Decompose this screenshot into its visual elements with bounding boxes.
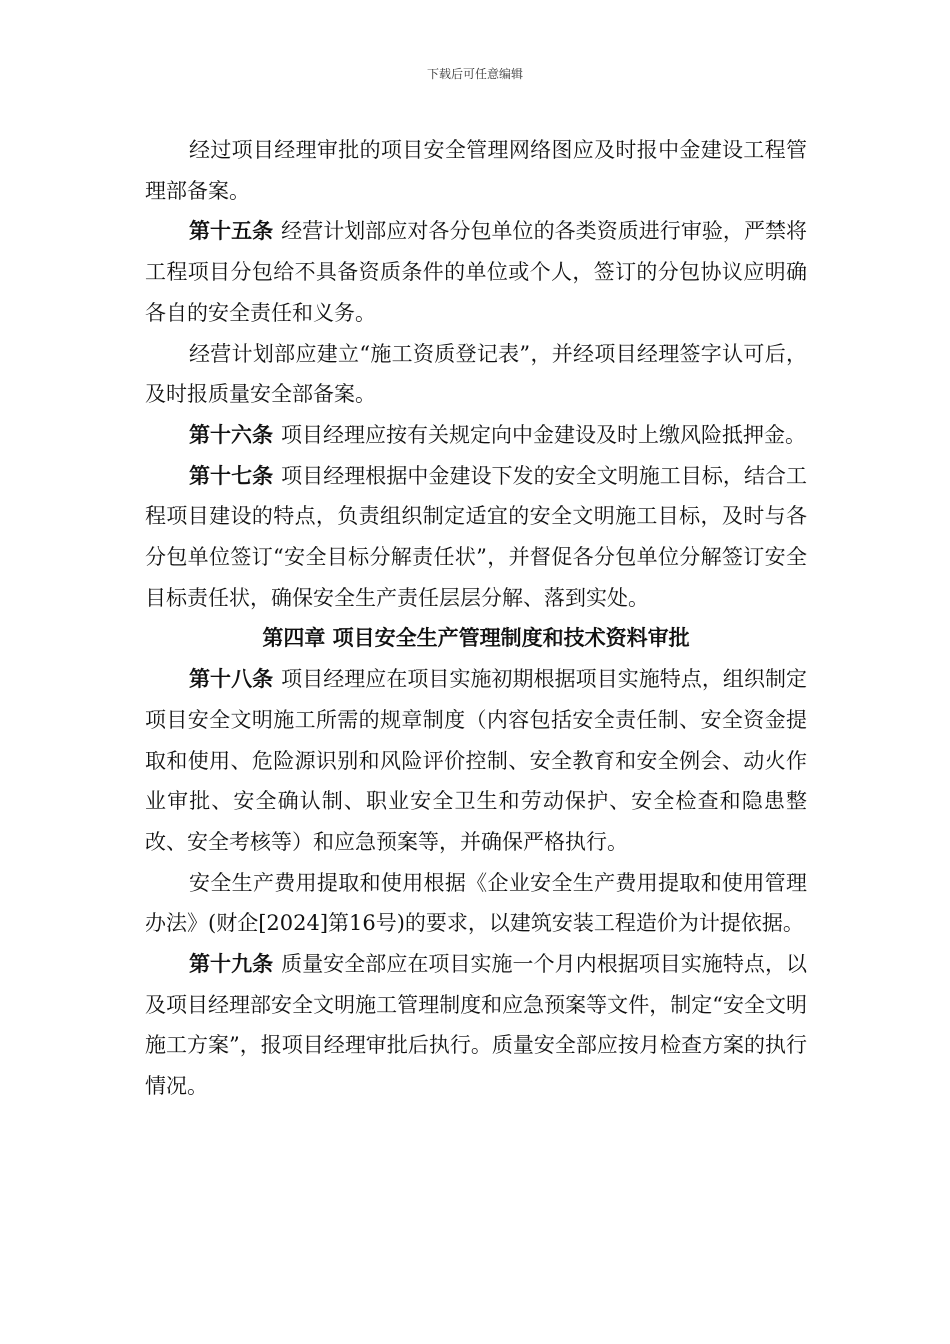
chapter-heading: 第四章 项目安全生产管理制度和技术资料审批: [262, 625, 690, 651]
article-15-text: 经营计划部应对各分包单位的各类资质进行审验，严禁将工程项目分包给不具备资质条件的单位或个人，签订的分包协议应明确各自的安全责任和义务。: [145, 219, 808, 325]
paragraph-network-diagram: 经过项目经理审批的项目安全管理网络图应及时报中金建设工程管理部备案。: [145, 138, 807, 203]
article-18: [145, 659, 807, 863]
article-18-label: 第十八条: [189, 666, 274, 692]
paragraph-qualification-register: 经营计划部应建立“施工资质登记表”，并经项目经理签字认可后，及时报质量安全部备案。: [145, 341, 807, 407]
article-16-label: 第十六条: [189, 421, 273, 447]
article-19-label: 第十九条: [189, 951, 274, 977]
article-18-text: 项目经理应在项目实施初期根据项目实施特点，组织制定项目安全文明施工所需的规章制度（内容包括安全责任制、安全资金提取和使用、危险源识别和风险评价控制、安全教育和安全例会、动火作业审批、安全确认制、职业安全卫生和劳动保护、安全检查和隐患整改、安全考核等）和应急预案等，并确保严格执行。: [145, 667, 808, 854]
article-16: [145, 415, 807, 456]
article-15: [145, 211, 807, 333]
article-16-text: 项目经理应按有关规定向中金建设及时上缴风险抵押金。: [281, 422, 806, 447]
article-19: [145, 944, 807, 1107]
article-17-text: 项目经理根据中金建设下发的安全文明施工目标，结合工程项目建设的特点，负责组织制定适宜的安全文明施工目标，及时与各分包单位签订“安全目标分解责任状”，并督促各分包单位分解签订安全目标责任状，确保安全生产责任层层分解、落到实处。: [145, 463, 808, 610]
paragraph-safety-cost: 安全生产费用提取和使用根据《企业安全生产费用提取和使用管理办法》(财企[2024]第16号)的要求，以建筑安装工程造价为计提依据。: [145, 870, 807, 936]
document-body: [145, 130, 807, 1107]
article-17-label: 第十七条: [189, 462, 274, 488]
article-19-text: 质量安全部应在项目实施一个月内根据项目实施特点，以及项目经理部安全文明施工管理制度和应急预案等文件，制定“安全文明施工方案”，报项目经理审批后执行。质量安全部应按月检查方案的执行情况。: [145, 952, 808, 1099]
page-header: 下载后可任意编辑: [426, 67, 523, 81]
article-17: [145, 456, 807, 619]
article-15-label: 第十五条: [189, 218, 274, 244]
